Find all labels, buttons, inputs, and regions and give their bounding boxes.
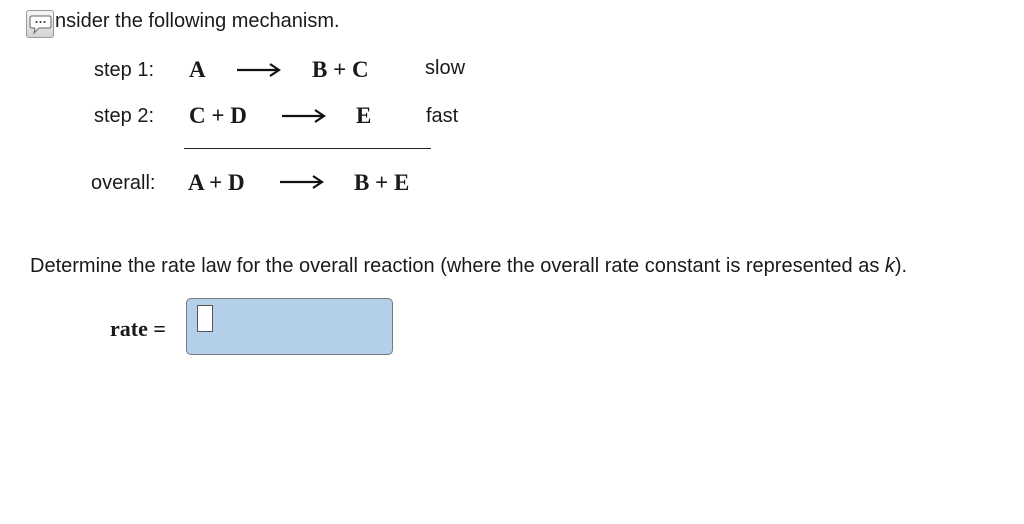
question-text bbox=[30, 255, 907, 278]
step-1-products: B + C bbox=[312, 57, 369, 82]
answer-cursor-slot[interactable] bbox=[197, 305, 213, 332]
step-1-speed: slow bbox=[425, 57, 466, 79]
step-1-arrow-icon bbox=[236, 62, 282, 78]
overall-arrow-icon bbox=[279, 174, 325, 190]
overall-products: B + E bbox=[354, 170, 410, 195]
step-1-label: step 1: bbox=[94, 59, 155, 81]
rate-label: rate = bbox=[110, 316, 166, 341]
step-2-label: step 2: bbox=[94, 105, 155, 127]
rate-constant-symbol: k bbox=[884, 255, 895, 277]
speech-bubble-icon bbox=[29, 14, 52, 35]
rate-answer-input[interactable] bbox=[186, 298, 393, 355]
comment-icon[interactable] bbox=[26, 10, 54, 38]
overall-label: overall: bbox=[91, 172, 156, 194]
summation-rule bbox=[184, 148, 431, 149]
question-text-main: Determine the rate law for the overall reaction (where the overall rate constant is represented as bbox=[30, 255, 885, 277]
step-1-reactants: A bbox=[189, 57, 206, 82]
step-2-arrow-icon bbox=[281, 108, 327, 124]
step-2-reactants: C + D bbox=[189, 103, 247, 128]
step-2-speed: fast bbox=[426, 105, 459, 127]
intro-text: nsider the following mechanism. bbox=[55, 10, 340, 32]
question-text-end: ). bbox=[894, 255, 908, 277]
overall-reactants: A + D bbox=[188, 170, 245, 195]
step-2-products: E bbox=[356, 103, 372, 128]
